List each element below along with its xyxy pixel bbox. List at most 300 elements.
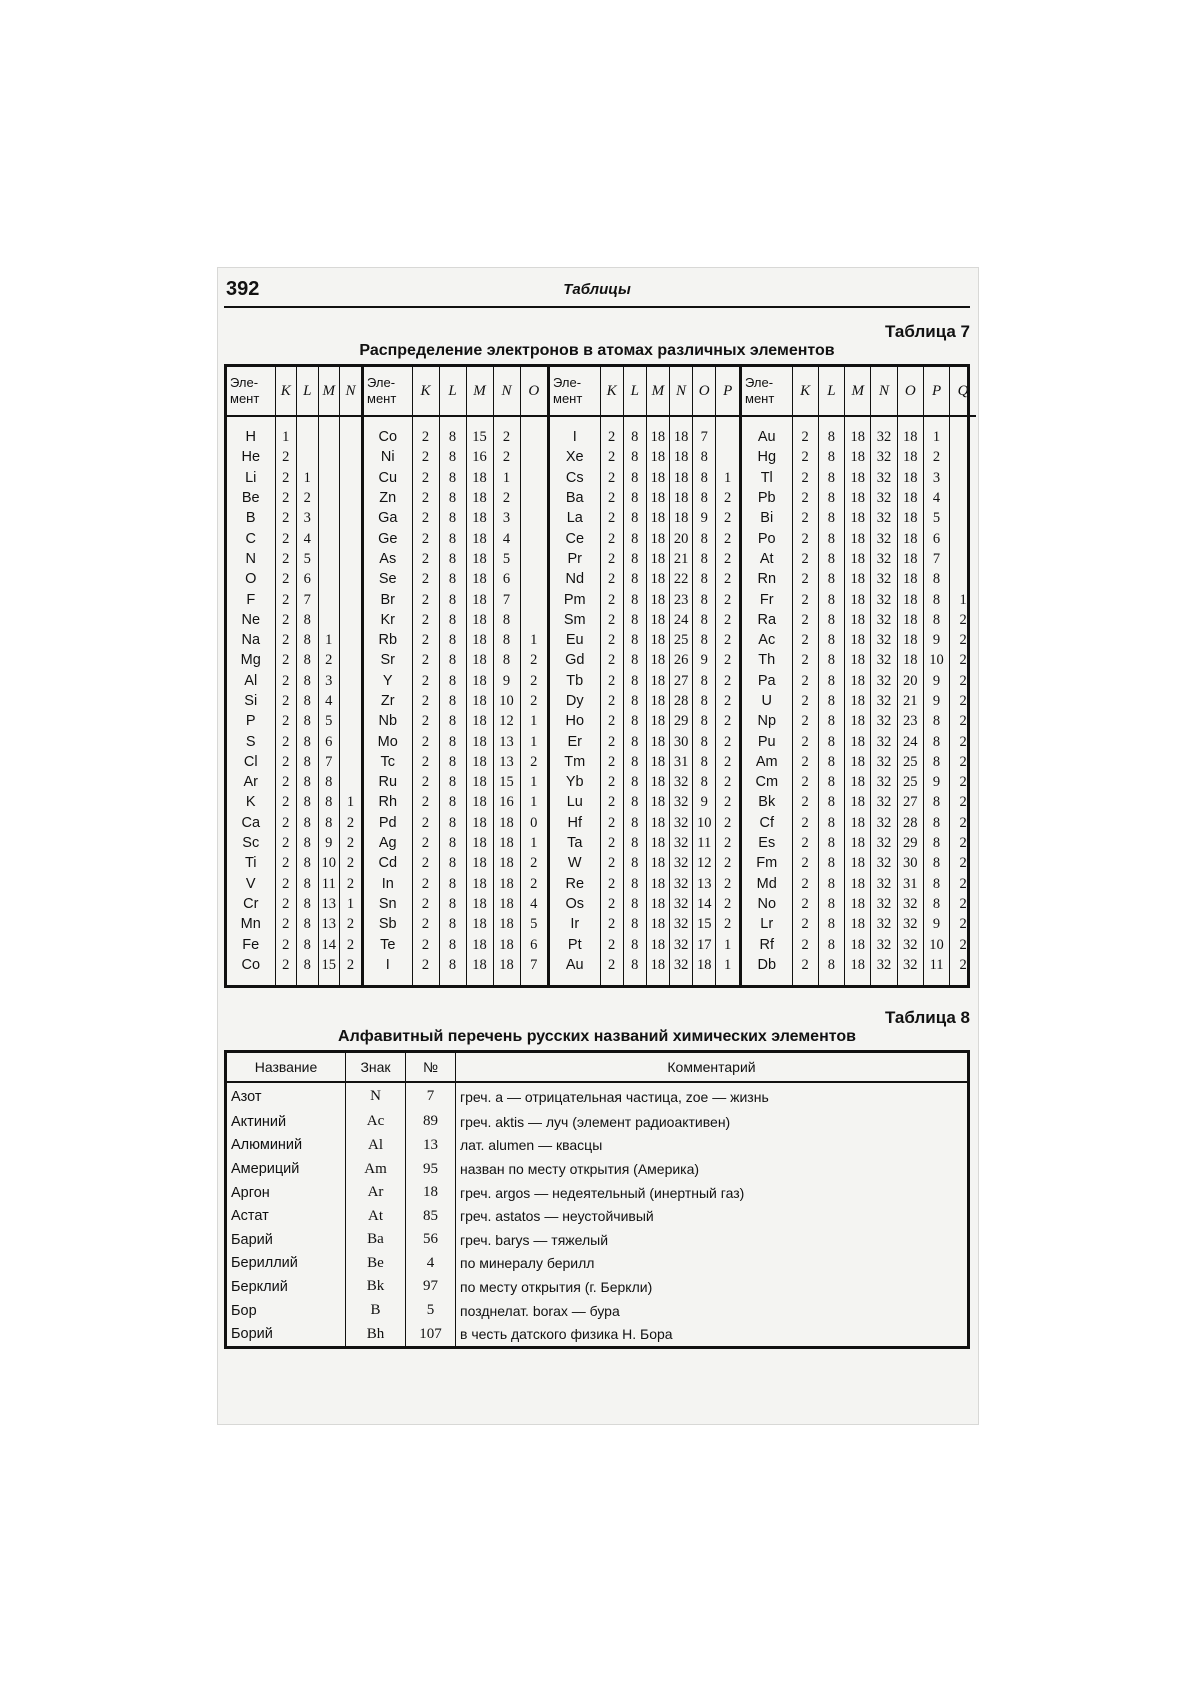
electron-count: 2 <box>792 934 818 954</box>
element-symbol: Bk <box>742 792 792 812</box>
electron-count: 32 <box>871 549 897 569</box>
table-row <box>550 468 739 488</box>
table-row <box>550 853 739 873</box>
table-row <box>742 569 976 589</box>
electron-count: 18 <box>493 833 520 853</box>
electron-count: 18 <box>845 508 871 528</box>
electron-count: 13 <box>693 874 716 894</box>
element-symbol: Fm <box>742 853 792 873</box>
electron-count: 18 <box>897 416 923 447</box>
element-symbol: Ba <box>346 1228 406 1252</box>
electron-count: 10 <box>318 853 340 873</box>
element-symbol: Zn <box>364 488 412 508</box>
element-name: Актиний <box>226 1110 346 1134</box>
electron-count: 18 <box>897 589 923 609</box>
element-symbol: Br <box>364 589 412 609</box>
electron-count: 8 <box>297 610 319 630</box>
electron-count: 8 <box>818 813 844 833</box>
element-symbol: W <box>550 853 600 873</box>
element-symbol: He <box>227 447 275 467</box>
electron-count: 8 <box>439 772 466 792</box>
electron-count: 32 <box>669 914 692 934</box>
element-symbol: Pb <box>742 488 792 508</box>
table-row <box>227 711 361 731</box>
electron-count: 2 <box>792 914 818 934</box>
table-row <box>227 650 361 670</box>
electron-count: 2 <box>724 632 732 649</box>
electron-count: 32 <box>871 955 897 985</box>
electron-count: 8 <box>923 610 949 630</box>
electron-count: 2 <box>412 589 439 609</box>
element-symbol: Ho <box>550 711 600 731</box>
shell-header-L: L <box>297 367 319 416</box>
electron-count: 2 <box>275 731 297 751</box>
electron-count: 2 <box>346 855 355 872</box>
electron-count <box>340 549 362 569</box>
electron-count: 32 <box>871 792 897 812</box>
electron-count: 18 <box>845 630 871 650</box>
electron-count: 4 <box>530 895 538 912</box>
electron-count: 32 <box>871 447 897 467</box>
element-symbol: Rb <box>364 630 412 650</box>
shell-header-L: L <box>623 367 646 416</box>
electron-count: 11 <box>693 833 716 853</box>
electron-count: 1 <box>724 469 732 486</box>
electron-count: 8 <box>623 711 646 731</box>
element-symbol: Nb <box>364 711 412 731</box>
electron-count: 15 <box>318 955 340 985</box>
element-symbol: Fe <box>227 934 275 954</box>
electron-count: 2 <box>959 794 967 811</box>
electron-count: 8 <box>623 792 646 812</box>
electron-count: 2 <box>412 630 439 650</box>
shell-header-O: O <box>520 367 547 416</box>
electron-count: 18 <box>466 488 493 508</box>
atomic-number: 97 <box>406 1275 456 1299</box>
atomic-number: 107 <box>406 1322 456 1347</box>
electron-count: 8 <box>818 508 844 528</box>
table-row <box>742 610 976 630</box>
electron-count: 2 <box>724 875 732 892</box>
electron-count: 18 <box>646 691 669 711</box>
electron-count: 8 <box>923 833 949 853</box>
electron-count: 1 <box>530 713 538 730</box>
electron-count: 18 <box>845 447 871 467</box>
shell-header-P: P <box>923 367 949 416</box>
table-row <box>550 691 739 711</box>
electron-count: 2 <box>275 630 297 650</box>
element-symbol: Yb <box>550 772 600 792</box>
electron-count: 2 <box>792 468 818 488</box>
table-row <box>550 488 739 508</box>
electron-count: 8 <box>623 508 646 528</box>
electron-count: 2 <box>959 652 967 669</box>
table-row <box>550 630 739 650</box>
element-symbol: Pt <box>550 934 600 954</box>
electron-count: 2 <box>792 447 818 467</box>
electron-count: 8 <box>818 853 844 873</box>
electron-count: 2 <box>493 447 520 467</box>
electron-count <box>340 468 362 488</box>
comment: по месту открытия (г. Беркли) <box>460 1278 653 1295</box>
electron-count: 2 <box>792 569 818 589</box>
electron-count: 2 <box>600 416 623 447</box>
electron-count: 8 <box>439 752 466 772</box>
electron-count: 2 <box>792 671 818 691</box>
atomic-number: 95 <box>406 1157 456 1181</box>
electron-count: 8 <box>439 792 466 812</box>
atomic-number: 7 <box>406 1082 456 1110</box>
atomic-number: 4 <box>406 1252 456 1276</box>
electron-count: 2 <box>275 792 297 812</box>
element-symbol: F <box>227 589 275 609</box>
table7-label: Таблица 7 <box>884 322 970 341</box>
electron-count: 2 <box>275 691 297 711</box>
table-row <box>227 589 361 609</box>
electron-count: 2 <box>275 447 297 467</box>
table-row <box>364 711 547 731</box>
electron-count: 13 <box>318 894 340 914</box>
electron-count <box>318 488 340 508</box>
table-row <box>226 1228 969 1252</box>
electron-count: 2 <box>724 693 732 709</box>
table-row <box>226 1082 969 1110</box>
element-name: Астат <box>226 1204 346 1228</box>
table-row <box>226 1157 969 1181</box>
electron-count: 18 <box>493 874 520 894</box>
electron-count: 32 <box>669 772 692 792</box>
electron-count: 2 <box>275 549 297 569</box>
electron-count: 5 <box>318 711 340 731</box>
element-name: Бор <box>226 1299 346 1323</box>
electron-count: 4 <box>923 488 949 508</box>
element-symbol: Er <box>550 731 600 751</box>
table-row <box>364 772 547 792</box>
electron-count: 2 <box>724 510 732 527</box>
electron-count: 2 <box>724 855 732 872</box>
electron-count: 18 <box>466 833 493 853</box>
element-symbol: O <box>227 569 275 589</box>
electron-count: 8 <box>439 894 466 914</box>
electron-count: 2 <box>275 711 297 731</box>
electron-count: 18 <box>646 833 669 853</box>
electron-count: 1 <box>724 956 732 973</box>
electron-count <box>340 650 362 670</box>
electron-count: 2 <box>959 774 967 791</box>
electron-count: 13 <box>318 914 340 934</box>
element-symbol: In <box>364 874 412 894</box>
table-row <box>227 874 361 894</box>
table-row <box>226 1110 969 1134</box>
electron-count: 9 <box>693 792 716 812</box>
electron-count: 2 <box>530 875 538 892</box>
electron-count: 2 <box>493 488 520 508</box>
element-name: Азот <box>226 1082 346 1110</box>
running-title: Таблицы <box>563 281 631 298</box>
electron-count: 18 <box>466 934 493 954</box>
element-symbol: P <box>227 711 275 731</box>
electron-count: 2 <box>600 569 623 589</box>
comment: лат. alumen — квасцы <box>460 1137 603 1154</box>
electron-count: 8 <box>297 630 319 650</box>
electron-count <box>318 447 340 467</box>
electron-count: 18 <box>466 589 493 609</box>
electron-count: 18 <box>845 833 871 853</box>
element-name: Аргон <box>226 1181 346 1205</box>
electron-count: 2 <box>600 691 623 711</box>
electron-count: 5 <box>923 508 949 528</box>
element-symbol: I <box>364 955 412 985</box>
element-symbol: Sr <box>364 650 412 670</box>
electron-count: 18 <box>466 711 493 731</box>
table-row <box>742 488 976 508</box>
electron-count: 8 <box>818 874 844 894</box>
electron-count: 8 <box>818 569 844 589</box>
electron-count: 18 <box>646 894 669 914</box>
table-row <box>227 569 361 589</box>
electron-count: 21 <box>897 691 923 711</box>
electron-count <box>340 508 362 528</box>
electron-count: 8 <box>297 853 319 873</box>
electron-count: 3 <box>318 671 340 691</box>
element-symbol: Lu <box>550 792 600 812</box>
element-symbol: Ta <box>550 833 600 853</box>
electron-count: 32 <box>669 874 692 894</box>
electron-count: 2 <box>275 833 297 853</box>
electron-count: 8 <box>623 488 646 508</box>
electron-count: 2 <box>792 955 818 985</box>
electron-count: 18 <box>845 813 871 833</box>
atomic-number: 18 <box>406 1181 456 1205</box>
table-row <box>364 508 547 528</box>
element-column-header: Эле-мент <box>364 367 412 416</box>
electron-count: 11 <box>923 955 949 985</box>
electron-count: 18 <box>669 468 692 488</box>
electron-count: 18 <box>845 711 871 731</box>
element-symbol: Os <box>550 894 600 914</box>
element-symbol: Tm <box>550 752 600 772</box>
electron-count: 8 <box>439 731 466 751</box>
electron-count: 2 <box>412 752 439 772</box>
electron-count: 2 <box>412 955 439 985</box>
electron-count: 2 <box>792 731 818 751</box>
electron-count: 17 <box>693 934 716 954</box>
electron-count: 1 <box>530 632 538 649</box>
electron-count: 18 <box>845 468 871 488</box>
table-row <box>227 508 361 528</box>
element-symbol: Kr <box>364 610 412 630</box>
electron-count: 32 <box>871 752 897 772</box>
electron-count: 24 <box>897 731 923 751</box>
table-header-row <box>550 367 739 416</box>
table-row <box>742 589 976 609</box>
element-symbol: Ac <box>346 1110 406 1134</box>
element-symbol: Cf <box>742 813 792 833</box>
shell-header-M: M <box>646 367 669 416</box>
table-row <box>742 447 976 467</box>
table-row <box>364 630 547 650</box>
electron-count: 30 <box>897 853 923 873</box>
electron-count: 2 <box>600 853 623 873</box>
electron-count: 32 <box>871 853 897 873</box>
table-row <box>364 874 547 894</box>
electron-count: 32 <box>871 508 897 528</box>
element-symbol: Ti <box>227 853 275 873</box>
shell-header-Q: Q <box>950 367 976 416</box>
table-row <box>742 416 976 447</box>
atomic-number: 5 <box>406 1299 456 1323</box>
electron-count: 2 <box>412 792 439 812</box>
element-symbol: Se <box>364 569 412 589</box>
electron-count: 4 <box>297 528 319 548</box>
element-symbol: Es <box>742 833 792 853</box>
element-symbol: Sc <box>227 833 275 853</box>
electron-count: 2 <box>792 772 818 792</box>
electron-count: 2 <box>412 853 439 873</box>
table-row <box>742 874 976 894</box>
comment: греч. barys — тяжелый <box>460 1231 609 1248</box>
electron-count: 2 <box>530 855 538 872</box>
number-column-header: № <box>406 1052 456 1083</box>
electron-count: 18 <box>646 772 669 792</box>
electron-count <box>340 447 362 467</box>
electron-count: 2 <box>792 894 818 914</box>
table-row <box>550 610 739 630</box>
electron-count: 2 <box>275 853 297 873</box>
element-symbol: Ar <box>227 772 275 792</box>
electron-count: 8 <box>693 711 716 731</box>
electron-count: 8 <box>818 447 844 467</box>
electron-count <box>318 549 340 569</box>
table-row <box>742 650 976 670</box>
electron-count: 32 <box>871 589 897 609</box>
electron-count: 18 <box>845 934 871 954</box>
electron-count: 2 <box>724 916 732 933</box>
element-symbol: Hf <box>550 813 600 833</box>
electron-count: 18 <box>466 630 493 650</box>
element-column-header: Эле-мент <box>550 367 600 416</box>
electron-count: 18 <box>466 792 493 812</box>
electron-count: 2 <box>412 488 439 508</box>
electron-count: 1 <box>923 416 949 447</box>
electron-count: 8 <box>297 955 319 985</box>
electron-count: 18 <box>466 914 493 934</box>
electron-count <box>340 416 362 447</box>
element-column-header: Эле-мент <box>227 367 275 416</box>
electron-count: 8 <box>623 610 646 630</box>
electron-count: 2 <box>600 549 623 569</box>
electron-count: 8 <box>693 549 716 569</box>
electron-count: 8 <box>297 650 319 670</box>
electron-count: 18 <box>646 630 669 650</box>
electron-count: 2 <box>792 853 818 873</box>
electron-count: 8 <box>693 569 716 589</box>
electron-count: 18 <box>897 650 923 670</box>
electron-count: 8 <box>923 894 949 914</box>
electron-count: 18 <box>845 671 871 691</box>
element-symbol: Cu <box>364 468 412 488</box>
electron-count: 31 <box>897 874 923 894</box>
table-row <box>742 731 976 751</box>
element-name: Америций <box>226 1157 346 1181</box>
electron-count <box>950 468 976 488</box>
element-symbol: Tb <box>550 671 600 691</box>
table-row <box>226 1322 969 1347</box>
electron-count: 2 <box>792 691 818 711</box>
electron-count: 8 <box>818 630 844 650</box>
element-symbol: Rf <box>742 934 792 954</box>
table7-group-3 <box>550 367 742 985</box>
electron-count: 22 <box>669 569 692 589</box>
table-row <box>227 488 361 508</box>
shell-header-K: K <box>412 367 439 416</box>
electron-count: 8 <box>297 833 319 853</box>
electron-count: 8 <box>818 416 844 447</box>
electron-count: 5 <box>493 549 520 569</box>
electron-count: 8 <box>818 833 844 853</box>
electron-count: 8 <box>693 447 716 467</box>
table-row <box>364 488 547 508</box>
electron-count: 2 <box>412 731 439 751</box>
element-symbol: Db <box>742 955 792 985</box>
comment: позднелат. borax — бура <box>460 1302 620 1319</box>
electron-count: 18 <box>897 610 923 630</box>
electron-count: 32 <box>669 853 692 873</box>
electron-count: 2 <box>792 813 818 833</box>
table-row <box>227 934 361 954</box>
electron-count: 8 <box>923 853 949 873</box>
electron-count <box>950 488 976 508</box>
electron-count: 24 <box>669 610 692 630</box>
electron-count: 2 <box>275 772 297 792</box>
electron-count: 18 <box>845 853 871 873</box>
element-symbol: K <box>227 792 275 812</box>
table-row <box>227 671 361 691</box>
electron-count: 8 <box>923 569 949 589</box>
electron-count: 7 <box>530 956 538 973</box>
electron-count: 8 <box>623 549 646 569</box>
electron-count: 2 <box>724 733 732 750</box>
electron-count: 18 <box>897 508 923 528</box>
electron-count: 8 <box>923 589 949 609</box>
table-row <box>742 955 976 985</box>
electron-count: 8 <box>693 772 716 792</box>
electron-count: 8 <box>439 874 466 894</box>
electron-count: 1 <box>346 895 355 912</box>
element-symbol: Hg <box>742 447 792 467</box>
electron-count: 8 <box>439 447 466 467</box>
electron-count: 18 <box>646 589 669 609</box>
electron-count: 18 <box>845 772 871 792</box>
element-symbol: Eu <box>550 630 600 650</box>
table-row <box>227 792 361 812</box>
electron-count: 1 <box>530 835 538 852</box>
element-symbol: Zr <box>364 691 412 711</box>
electron-count: 8 <box>818 671 844 691</box>
electron-count: 8 <box>623 528 646 548</box>
element-symbol: Mg <box>227 650 275 670</box>
electron-count: 2 <box>959 916 967 933</box>
electron-count: 2 <box>346 916 355 933</box>
electron-count: 8 <box>439 813 466 833</box>
electron-count <box>340 711 362 731</box>
electron-count: 18 <box>466 813 493 833</box>
electron-count: 2 <box>792 589 818 609</box>
electron-count: 8 <box>623 853 646 873</box>
electron-count: 2 <box>600 650 623 670</box>
electron-count: 8 <box>623 447 646 467</box>
electron-count: 18 <box>646 874 669 894</box>
